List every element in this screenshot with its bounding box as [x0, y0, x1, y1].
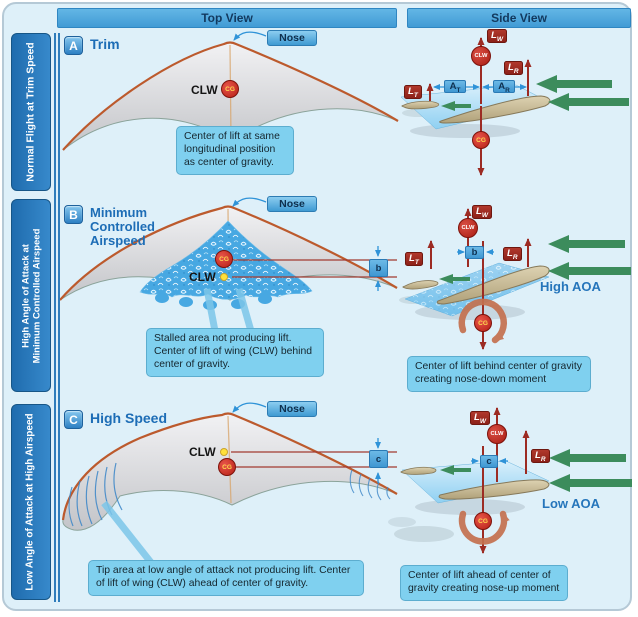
section-b-title: Minimum Controlled Airspeed: [90, 205, 155, 248]
cg-symbol-side-a: CG: [472, 131, 490, 149]
clw-symbol-side-c: CLW: [487, 424, 507, 444]
high-aoa-label: High AOA: [540, 279, 601, 294]
nose-label-c: Nose: [267, 401, 317, 417]
section-a-title: Trim: [90, 36, 120, 52]
lift-wing-badge-b: $L_W$: [472, 205, 492, 219]
dim-b-side-badge: b: [465, 246, 484, 259]
cg-symbol-side-b: CG: [474, 314, 492, 332]
tail-airfoil-b: [403, 281, 438, 289]
clw-label-top-c: CLW: [189, 445, 216, 459]
cg-symbol-top-a: CG: [221, 80, 239, 98]
clw-symbol-side-b: CLW: [458, 218, 478, 238]
sidebar-label: Normal Flight at Trim Speed: [25, 42, 38, 182]
lift-tail-badge-a: $L_T$: [404, 85, 422, 99]
cg-symbol-top-c: CG: [218, 458, 236, 476]
caption-side-b: Center of lift behind center of gravity creating nose-down moment: [407, 356, 591, 392]
arm-rear-badge-a: $A_R$: [493, 80, 515, 93]
cg-symbol-side-c: CG: [474, 512, 492, 530]
sidebar-divider: [54, 33, 60, 602]
dim-c-connector-badge: c: [369, 450, 388, 468]
lift-rear-badge-b: $L_R$: [503, 247, 522, 261]
section-c-title: High Speed: [90, 410, 168, 426]
section-a-badge: A: [64, 36, 83, 55]
caption-top-b: Stalled area not producing lift. Center of lift of wing (CLW) behind center of gravity.: [146, 328, 324, 377]
lift-wing-badge-c: $L_W$: [470, 411, 490, 425]
arm-tail-badge-a: $A_T$: [444, 80, 466, 93]
lift-wing-badge-a: $L_W$: [487, 29, 507, 43]
section-c-badge: C: [64, 410, 83, 429]
dim-b-connector-badge: b: [369, 259, 388, 277]
nose-label-a: Nose: [267, 30, 317, 46]
clw-dot-b: [220, 273, 228, 281]
side-view-header: Side View: [407, 8, 631, 28]
top-view-header: Top View: [57, 8, 397, 28]
sidebar-label: Low Angle of Attack at High Airspeed: [25, 413, 36, 591]
cg-symbol-top-b: CG: [215, 250, 233, 268]
lift-tail-badge-b: $L_T$: [405, 252, 423, 266]
nose-label-b: Nose: [267, 196, 317, 212]
side-view-c: [388, 408, 632, 553]
clw-label-top-b: CLW: [189, 270, 216, 284]
sidebar-item-low-aoa: [11, 404, 51, 600]
lift-rear-badge-a: $L_R$: [504, 61, 523, 75]
clw-label-top-a: CLW: [191, 83, 218, 97]
dim-c-side-badge: c: [480, 455, 498, 468]
clw-symbol-side-a: CLW: [471, 46, 491, 66]
section-b-badge: B: [64, 205, 83, 224]
caption-side-c: Center of lift ahead of center of gravity creating nose-up moment: [400, 565, 568, 601]
tail-airfoil-c: [401, 467, 436, 474]
wing-top-c: [63, 403, 397, 565]
lift-rear-badge-c: $L_R$: [531, 449, 550, 463]
caption-pointer-c: [104, 503, 153, 565]
caption-top-a: Center of lift at same longitudinal position as center of gravity.: [176, 126, 294, 175]
sidebar-item-trim-speed: [11, 33, 51, 191]
clw-dot-c: [220, 448, 228, 456]
sidebar-item-high-aoa: [11, 199, 51, 392]
sidebar-label: Minimum Controlled Airspeed: [31, 228, 42, 363]
caption-top-c: Tip area at low angle of attack not producing lift. Center of lift of wing (CLW) ahead of center of gravity.: [88, 560, 364, 596]
sidebar-label: High Angle of Attack at: [20, 243, 31, 348]
side-view-a: [401, 38, 629, 175]
low-aoa-label: Low AOA: [542, 496, 601, 511]
